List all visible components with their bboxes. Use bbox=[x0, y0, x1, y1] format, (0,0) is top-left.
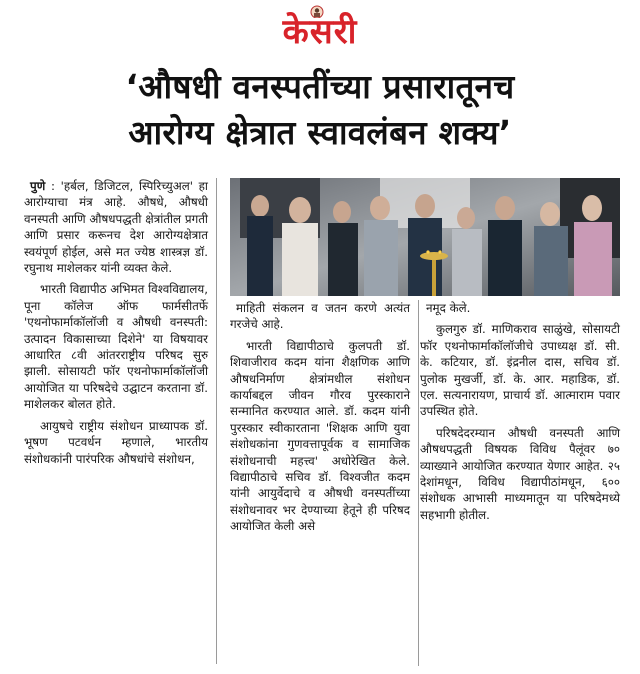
paragraph: आयुषचे राष्ट्रीय संशोधन प्राध्यापक डॉ. भूषण पटवर्धन म्हणाले, भारतीय संशोधकांनी पारंपरिक औषधांचे संशोधन, bbox=[24, 418, 208, 466]
headline-line-2: आरोग्य क्षेत्रात स्वावलंबन शक्य’ bbox=[128, 113, 512, 152]
masthead bbox=[0, 4, 640, 56]
headline-line-1: ‘औषधी वनस्पतींच्या प्रसारातूनच bbox=[125, 67, 515, 106]
paragraph: माहिती संकलन व जतन करणे अत्यंत गरजेचे आहे. bbox=[230, 301, 410, 332]
lamp-lighting-photo bbox=[230, 178, 620, 296]
paragraph bbox=[24, 178, 208, 276]
paragraph: नमूद केले. bbox=[426, 301, 471, 315]
article-column-1 bbox=[24, 178, 217, 664]
article-column-3 bbox=[420, 300, 620, 666]
paragraph: कुलगुरु डॉ. माणिकराव साळुंखे, सोसायटी फॉर एथनोफार्माकॉलॉजीचे उपाध्यक्ष डॉ. सी. के. कटियार, डॉ. इंद्रनील दास, सचिव डॉ. पुलोक मुखर्जी, डॉ. के. आर. महाडिक, डॉ. एल. सत्यनारायण, प्राचार्य डॉ. आत्माराम पवार उपस्थित होते. bbox=[420, 322, 620, 419]
paragraph-text: : 'हर्बल, डिजिटल, स्पिरिच्युअल' हा आरोग्याचा मंत्र आहे. औषधे, औषधी वनस्पती आणि औषधपद्धती क्षेत्रांतील प्रगती आणि प्रसार करूनच देश आरोग्यक्षेत्रात स्वयंपूर्ण होईल, असे मत ज्येष्ठ शास्त्रज्ञ डॉ. रघुनाथ माशेलकर यांनी व्यक्त केले. bbox=[24, 179, 208, 276]
paragraph: भारती विद्यापीठाचे कुलपती डॉ. शिवाजीराव कदम यांना शैक्षणिक आणि औषधनिर्माण क्षेत्रांमधील संशोधन कार्याबद्दल जीवन गौरव पुरस्काराने सन्मानित करण्यात आले. डॉ. कदम यांनी पुरस्कार स्वीकारताना 'शिक्षक आणि युवा संशोधकांना गुणवत्तापूर्वक व सामाजिक संशोधनाची महत्त्व' अधोरेखित केले. विद्यापीठाचे सचिव डॉ. विश्वजीत कदम यांनी आयुर्वेदाचे व औषधी वनस्पतींच्या संशोधनावर भर देण्याच्या हेतूने ही परिषद आयोजित केली असे bbox=[230, 338, 410, 534]
dateline: पुणे bbox=[30, 179, 46, 193]
newspaper-brand: केसरी bbox=[282, 12, 358, 52]
article-column-2 bbox=[230, 300, 419, 666]
paragraph: भारती विद्यापीठ अभिमत विश्वविद्यालय, पूना कॉलेज ऑफ फार्मसीतर्फे 'एथनोफार्माकॉलॉजी व औषधी वनस्पती: उत्पादन विकासाच्या दिशेने' या विषयावर आधारित ८वी आंतरराष्ट्रीय परिषद सुरु झाली. सोसायटी फॉर एथनोफार्माकॉलॉजी आयोजित या परिषदेचे उद्घाटन करताना डॉ. माशेलकर बोलत होते. bbox=[24, 282, 208, 412]
paragraph: परिषदेदरम्यान औषधी वनस्पती आणि औषधपद्धती विषयक विविध पैलूंवर ७० व्याख्याने आयोजित करण्यात येणार आहेत. २५ देशांमधून, विविध विद्यापीठांमधून, ६०० संशोधक आभासी माध्यमातून या परिषदेमध्ये सहभागी होतील. bbox=[420, 425, 620, 522]
news-photo bbox=[230, 178, 620, 296]
